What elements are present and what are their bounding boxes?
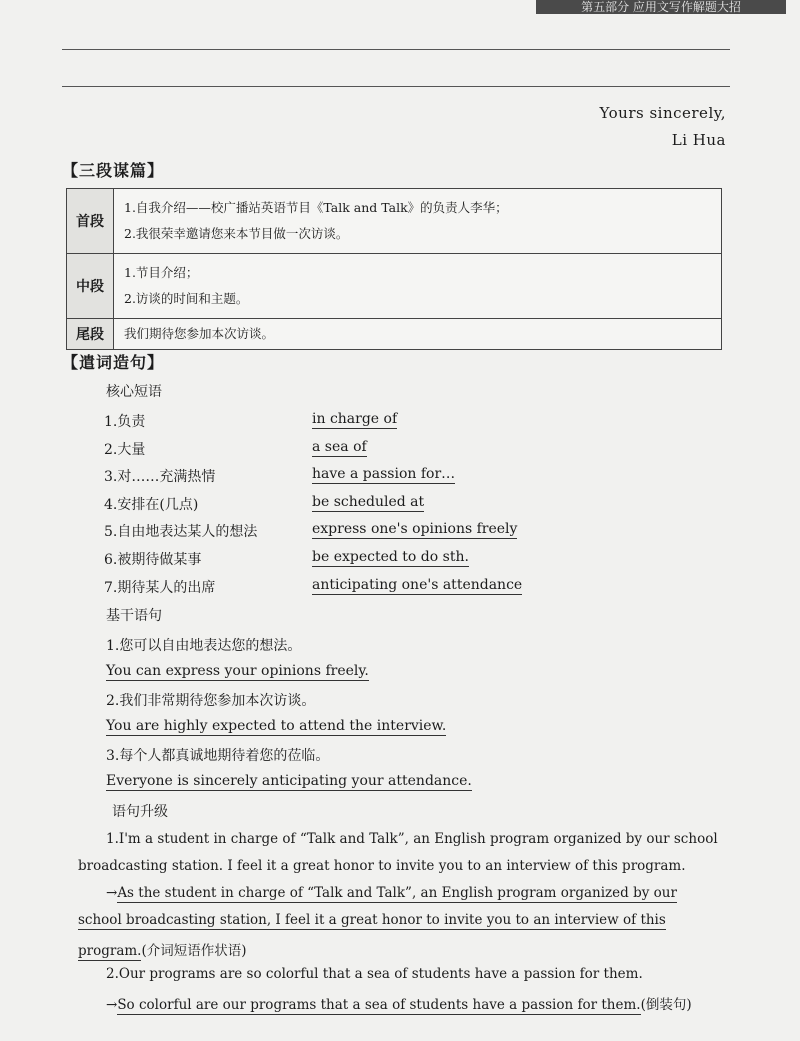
basic-sentences-label: 基干语句 bbox=[106, 608, 162, 624]
sentence-zh: 2.我们非常期待您参加本次访谈。 bbox=[106, 693, 316, 709]
table-row bbox=[67, 189, 722, 254]
closing-salutation: Yours sincerely, bbox=[599, 104, 726, 122]
phrase-zh: 5.自由地表达某人的想法 bbox=[104, 524, 258, 540]
upgrade-p1-line2: broadcasting station. I feel it a great honor to invite you to an interview of this program. bbox=[78, 858, 686, 874]
phrase-en: be scheduled at bbox=[312, 494, 425, 510]
phrase-en: be expected to do sth. bbox=[312, 549, 469, 565]
grammar-note: (倒装句) bbox=[640, 997, 692, 1013]
phrase-en: have a passion for… bbox=[312, 466, 456, 482]
upgrade-p1-up-line1 bbox=[106, 885, 748, 901]
row-line: 1.自我介绍——校广播站英语节目《Talk and Talk》的负责人李华； bbox=[124, 200, 508, 215]
phrase-zh: 6.被期待做某事 bbox=[104, 552, 202, 568]
phrase-zh: 4.安排在(几点) bbox=[104, 497, 199, 513]
phrase-en: a sea of bbox=[312, 439, 367, 455]
upgrade-p2-up bbox=[106, 993, 748, 1013]
row-body bbox=[114, 189, 722, 254]
arrow-icon: → bbox=[106, 997, 118, 1013]
row-line: 我们期待您参加本次访谈。 bbox=[124, 326, 275, 341]
row-head: 首段 bbox=[67, 189, 114, 254]
upgrade-p1-up-line3 bbox=[78, 939, 720, 959]
upgraded-text: program. bbox=[78, 943, 142, 959]
sentence-zh: 3.每个人都真诚地期待着您的莅临。 bbox=[106, 748, 330, 764]
upgraded-text: So colorful are our programs that a sea of students have a passion for them. bbox=[117, 997, 641, 1013]
row-body bbox=[114, 254, 722, 319]
section-title-plan: 【三段谋篇】 bbox=[62, 161, 165, 180]
arrow-icon: → bbox=[106, 885, 118, 901]
row-line: 2.访谈的时间和主题。 bbox=[124, 291, 249, 306]
phrase-zh: 3.对……充满热情 bbox=[104, 469, 216, 485]
phrase-en: anticipating one's attendance bbox=[312, 577, 523, 593]
grammar-note: (介词短语作状语) bbox=[141, 943, 247, 959]
row-body bbox=[114, 319, 722, 350]
core-phrases-label: 核心短语 bbox=[106, 384, 162, 400]
phrase-en: in charge of bbox=[312, 411, 398, 427]
upgrade-p1-line1: 1.I'm a student in charge of “Talk and Talk”, an English program organized by our school bbox=[106, 831, 718, 847]
row-head: 尾段 bbox=[67, 319, 114, 350]
row-head: 中段 bbox=[67, 254, 114, 319]
row-line: 1.节目介绍； bbox=[124, 265, 199, 280]
section-title-words: 【遣词造句】 bbox=[62, 353, 165, 372]
sentence-en bbox=[106, 773, 472, 789]
three-part-plan-table bbox=[66, 188, 722, 350]
writing-line bbox=[62, 86, 730, 87]
row-line: 2.我很荣幸邀请您来本节目做一次访谈。 bbox=[124, 226, 349, 241]
upgraded-text: school broadcasting station, I feel it a great honor to invite you to an interview of this bbox=[78, 912, 666, 928]
sentence-en-text: You can express your opinions freely. bbox=[106, 663, 369, 679]
upgraded-text: As the student in charge of “Talk and Talk”, an English program organized by our bbox=[117, 885, 677, 901]
writing-line bbox=[62, 49, 730, 50]
sentence-en-text: Everyone is sincerely anticipating your attendance. bbox=[106, 773, 472, 789]
sentence-zh: 1.您可以自由地表达您的想法。 bbox=[106, 638, 302, 654]
upgrade-p2-line1: 2.Our programs are so colorful that a sea of students have a passion for them. bbox=[106, 966, 643, 982]
table-row bbox=[67, 319, 722, 350]
sentence-en-text: You are highly expected to attend the interview. bbox=[106, 718, 447, 734]
phrase-zh: 7.期待某人的出席 bbox=[104, 580, 216, 596]
table-row bbox=[67, 254, 722, 319]
sentence-en bbox=[106, 718, 446, 734]
page-header-band: 第五部分 应用文写作解题大招 bbox=[536, 0, 786, 14]
phrase-en: express one's opinions freely bbox=[312, 521, 518, 537]
phrase-zh: 1.负责 bbox=[104, 414, 146, 430]
upgrade-label: 语句升级 bbox=[112, 804, 168, 820]
phrase-zh: 2.大量 bbox=[104, 442, 146, 458]
upgrade-p1-up-line2 bbox=[78, 912, 720, 928]
sentence-en bbox=[106, 663, 369, 679]
closing-signature: Li Hua bbox=[671, 131, 726, 149]
